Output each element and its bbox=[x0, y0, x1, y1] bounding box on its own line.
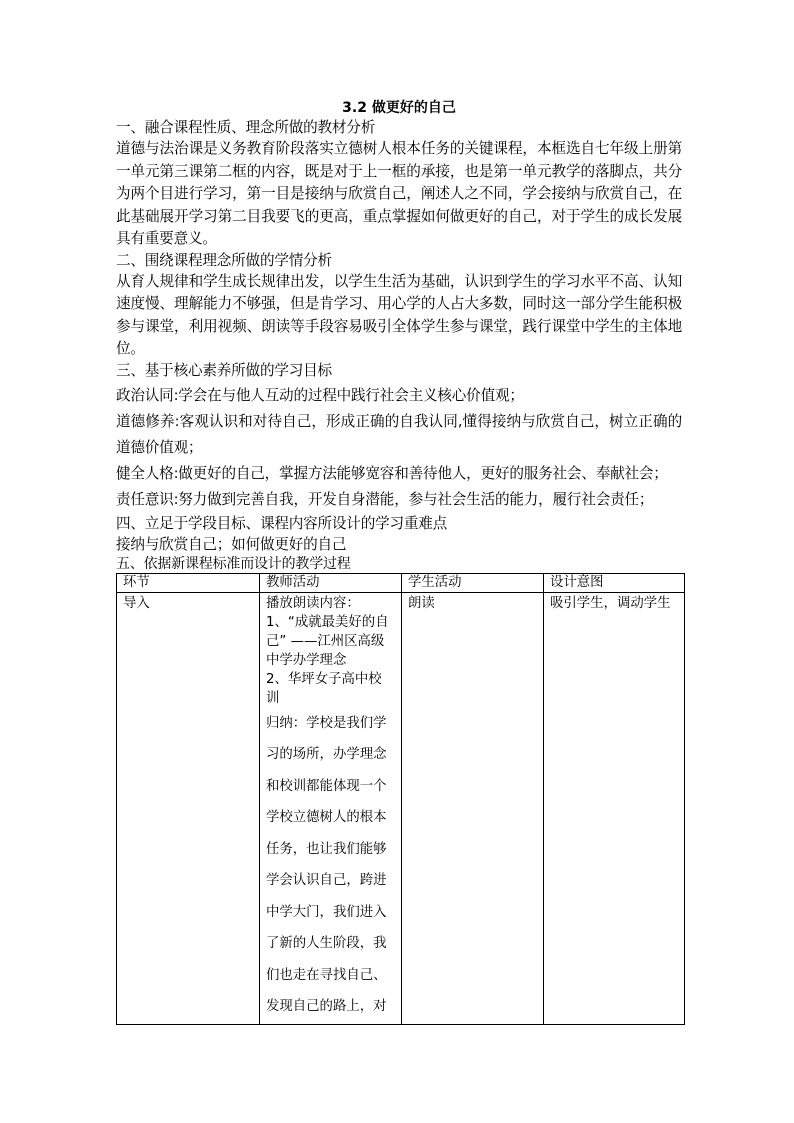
teacher-item: 1、“成就最美好的自己” ——江州区高级中学办学理念 bbox=[266, 614, 389, 668]
focus-text: 接纳与欣赏自己；如何做更好的自己 bbox=[116, 535, 347, 553]
table-header-cell: 设计意图 bbox=[544, 573, 685, 592]
goal-item: 责任意识:努力做到完善自我，开发自身潜能，参与社会生活的能力，履行社会责任； bbox=[116, 490, 654, 508]
teacher-intro: 播放朗读内容： bbox=[266, 595, 360, 611]
goal-item: 道德修养:客观认识和对待自己，形成正确的自我认同,懂得接纳与欣赏自己，树立正确的道德价值观； bbox=[116, 412, 682, 456]
table-header-cell: 教师活动 bbox=[260, 573, 402, 592]
table-cell-student: 朗读 bbox=[402, 592, 544, 1024]
section-heading-learners: 二、围绕课程理念所做的学情分析 bbox=[116, 251, 332, 269]
table-header-cell: 环节 bbox=[117, 573, 260, 592]
table-cell-intent: 吸引学生，调动学生 bbox=[544, 592, 685, 1024]
document-page bbox=[116, 98, 682, 1025]
table-cell-stage: 导入 bbox=[117, 592, 260, 1024]
goal-item: 政治认同:学会在与他人互动的过程中践行社会主义核心价值观； bbox=[116, 386, 524, 404]
section-text-learners: 从育人规律和学生成长规律出发，以学生生活为基础，认识到学生的学习水平不高、认知速度慢、理解能力不够强，但是肯学习、用心学的人占大多数，同时这一部分学生能积极参与课堂，利用视频、朗读等手段容易吸引全体学生参与课堂，践行课堂中学生的主体地位。 bbox=[116, 272, 682, 357]
section-text-materials: 道德与法治课是义务教育阶段落实立德树人根本任务的关键课程，本框选自七年级上册第一单元第三课第二框的内容，既是对于上一框的承接，也是第一单元教学的落脚点，共分为两个目进行学习，第一目是接纳与欣赏自己，阐述人之不同，学会接纳与欣赏自己，在此基础展开学习第二目我要飞的更高，重点掌握如何做更好的自己，对于学生的成长发展具有重要意义。 bbox=[116, 140, 682, 247]
table-cell-teacher bbox=[260, 592, 402, 1024]
doc-title: 3.2 做更好的自己 bbox=[342, 100, 456, 116]
table-header-cell: 学生活动 bbox=[402, 573, 544, 592]
teacher-summary: 归纳：学校是我们学习的场所，办学理念和校训都能体现一个学校立德树人的根本任务，也让我们能够学会认识自己，跨进中学大门，我们进入了新的人生阶段，我们也走在寻找自己、发现自己的路上，对 bbox=[266, 715, 387, 1014]
process-heading: 五、依据新课程标准而设计的教学过程 bbox=[116, 555, 351, 572]
table-header-row bbox=[117, 573, 685, 592]
table-row bbox=[117, 592, 685, 1024]
goal-item: 健全人格:做更好的自己，掌握方法能够宽容和善待他人，更好的服务社会、奉献社会； bbox=[116, 464, 668, 482]
focus-heading: 四、立足于学段目标、课程内容所设计的学习重难点 bbox=[116, 514, 448, 532]
teacher-item: 2、华坪女子高中校训 bbox=[266, 671, 382, 706]
goals-heading: 三、基于核心素养所做的学习目标 bbox=[116, 361, 332, 379]
teaching-process-table bbox=[116, 573, 685, 1025]
section-heading-materials: 一、融合课程性质、理念所做的教材分析 bbox=[116, 119, 376, 136]
